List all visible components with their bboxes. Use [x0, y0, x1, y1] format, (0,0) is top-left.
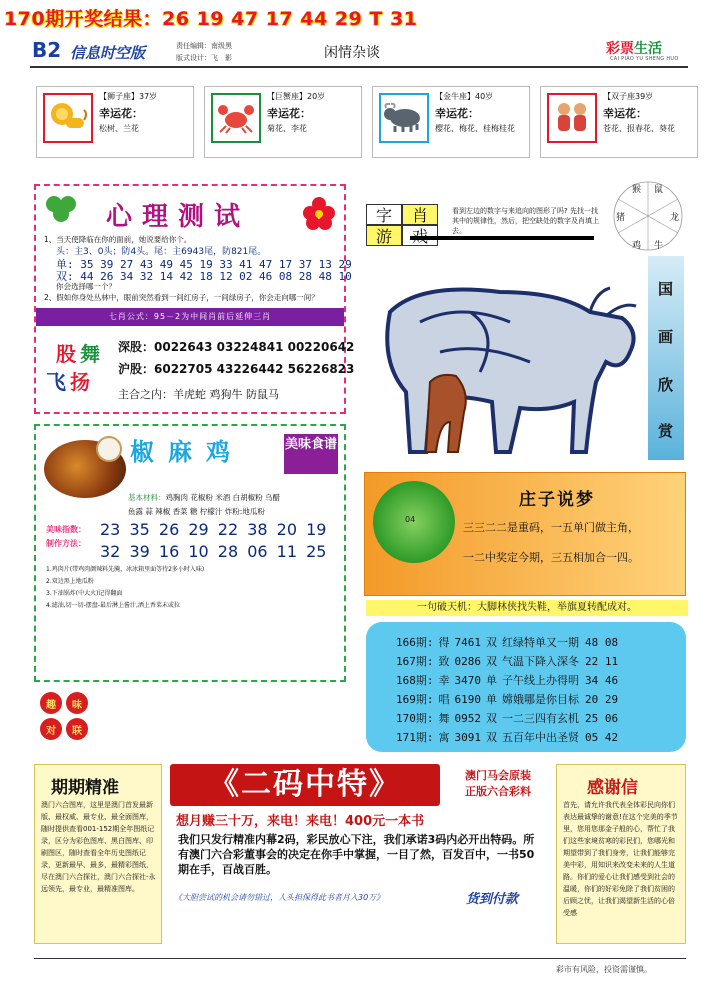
bottom-ads — [34, 764, 686, 944]
macau-line-1: 澳门马会原装 — [465, 769, 531, 782]
painting-label-char: 画 — [658, 328, 674, 346]
ox-painting — [360, 262, 650, 462]
zodiac-wheel — [612, 180, 684, 252]
history-text: 一二三四有玄机 — [502, 712, 579, 725]
history-row — [396, 653, 623, 669]
headline-result: 170期开奖结果：26 19 47 17 44 29 T 31 — [4, 8, 418, 30]
zhuangzi-line-1: 三三二二是重码，一五单门做主角， — [463, 521, 639, 534]
macau-line-2: 正版六合彩料 — [465, 785, 531, 798]
history-row — [396, 634, 623, 650]
zhuangzi-title: 庄子说梦 — [519, 490, 595, 510]
lucky-flower-label: 幸运花： — [267, 107, 311, 120]
history-parity: 单 — [486, 693, 497, 706]
history-number: 6190 — [454, 693, 481, 706]
puzzle-question: 看到左边的数字与来追向的图形了吗? 先找一找其中的规律性，然后，把空缺处的数字及肖填上去。 — [452, 207, 599, 235]
lottery-logo — [606, 38, 662, 58]
recipe-step: 1.鸡肉片(带鸡肉颜辣料先腌，冰冰箱里面等待2多小时入味) — [46, 566, 205, 573]
logo-char: 飞 — [46, 370, 66, 394]
history-result: 34 46 — [585, 674, 619, 687]
question-pick: 你会选择哪一个？ — [56, 282, 116, 291]
earn-banner: 想月赚三十万，来电！来电！400元一本书 — [176, 814, 425, 829]
macau-label — [444, 768, 552, 800]
even-numbers-row: 双: 44 26 34 32 14 42 18 12 02 46 08 28 48 10 — [56, 270, 352, 283]
clover-icon — [44, 194, 78, 224]
history-number: 7461 — [454, 636, 481, 649]
ingredients-line-2: 鱼露 蒜 辣椒 香菜 糖 柠檬汁 炸粉:地瓜粉 — [128, 507, 265, 516]
zodiac-card-gemini — [540, 86, 698, 158]
history-result: 05 42 — [585, 731, 619, 744]
zodiac-sign: 【双子座39岁 — [603, 92, 654, 101]
history-parity: 双 — [486, 712, 497, 725]
history-number: 0952 — [454, 712, 481, 725]
bull-icon — [379, 93, 429, 143]
wheel-char: 猴 — [632, 185, 642, 195]
index-numbers: 23 35 26 29 22 38 20 19 — [100, 520, 327, 539]
painting-label-char: 欣 — [658, 376, 674, 394]
history-parity: 单 — [486, 674, 497, 687]
ingredients-text: 鸡胸肉 花椒粉 米酒 白胡椒粉 乌醋 — [165, 493, 281, 502]
lucky-flowers: 苍花、报春花、葵花 — [603, 124, 675, 133]
footer-divider — [34, 958, 686, 959]
history-period: 166期: — [396, 636, 434, 649]
recipe-step: 3.下油锅炸(中大火)记得翻面 — [46, 590, 123, 597]
lion-icon — [43, 93, 93, 143]
history-row — [396, 710, 623, 726]
wheel-char: 龙 — [670, 213, 680, 223]
wheel-char: 鸡 — [632, 241, 642, 251]
history-box — [366, 622, 686, 752]
odd-numbers-row: 单: 35 39 27 43 49 45 19 33 41 47 17 37 13 29 — [56, 258, 352, 271]
history-number: 3091 — [454, 731, 481, 744]
history-char: 幸 — [438, 674, 450, 687]
section-title: 闲情杂谈 — [324, 45, 380, 61]
painting-label-char: 赏 — [658, 422, 674, 440]
history-text: 五百年中出圣贤 — [502, 731, 579, 744]
logo-subtitle: CAI PIAO YU SHENG HUO — [610, 56, 679, 62]
puzzle-divider — [410, 236, 594, 240]
history-number: 0286 — [454, 655, 481, 668]
history-result: 20 29 — [585, 693, 619, 706]
brand-name: 信息时空版 — [70, 44, 146, 62]
crab-icon — [211, 93, 261, 143]
painting-label-char: 国 — [658, 280, 674, 298]
history-result: 48 08 — [585, 636, 619, 649]
rice-bowl-icon — [96, 436, 122, 462]
cta-text: 《大胆尝试的机会请勿错过，人头担保得此书者月入30万》 — [174, 893, 385, 902]
thanks-body: 首先，请允许我代表全体彩民向你们表达最诚挚的谢意!在这个完美的季节里，您用您那金子般的心，帮忙了我们这些家境贫寒的彩民们，您哪光和期望带到了我们身旁，让我们能够完美中彩，用知识来改变未来的人生道路。你们的爱心让我们感受到社会的温暖，你们的好彩免除了我们贫困的后顾之忧，让我们渴望新生活的心倍受感 — [563, 801, 678, 917]
history-char: 唱 — [438, 693, 450, 706]
lantern-icon: 趣 — [40, 692, 62, 714]
history-parity: 双 — [486, 655, 497, 668]
recipe-step: 4.滤油,切一切-摆盘-最后淋上酱汁,洒上香菜末或拉 — [46, 602, 180, 609]
lucky-flower-label: 幸运花： — [99, 107, 143, 120]
formula-bar: 七肖公式：95－2为中间肖前后延伸三肖 — [36, 308, 344, 326]
history-row — [396, 691, 623, 707]
psych-title: 心理测试 — [106, 202, 251, 232]
puzzle-cell: 字 — [366, 204, 402, 225]
design-label: 版式设计：飞 影 — [176, 54, 232, 62]
index-label: 美味指数： — [46, 525, 86, 534]
lucky-flowers: 松树、兰花 — [99, 124, 139, 133]
question-1: 1、当天使降临在你的面前，她说要给你个。 — [44, 235, 192, 244]
shanghai-line: 沪股：6022705 43226442 56226823 — [118, 362, 355, 376]
lucky-flowers: 樱花、梅花、桂梅桂花 — [435, 124, 515, 133]
thanks-column — [556, 764, 686, 944]
wheel-char: 鼠 — [654, 185, 664, 195]
logo-char: 股 — [56, 342, 76, 366]
method-label: 制作方法： — [46, 539, 86, 548]
lantern-icon: 味 — [66, 692, 88, 714]
history-char: 寓 — [438, 731, 450, 744]
flower-icon — [302, 196, 336, 230]
history-row — [396, 672, 623, 688]
cash-on-delivery: 货到付款 — [466, 892, 519, 907]
history-text: 嫦娥哪是你目标 — [502, 693, 579, 706]
zodiac-sign: 【狮子座】37岁 — [99, 92, 158, 101]
history-number: 3470 — [454, 674, 481, 687]
lantern-icon: 对 — [40, 718, 62, 740]
editor-label: 责任编辑：南级黑 — [176, 42, 232, 50]
history-period: 169期: — [396, 693, 434, 706]
twins-icon — [547, 93, 597, 143]
special-code-ad — [170, 764, 550, 944]
zodiac-card-cancer — [204, 86, 362, 158]
history-parity: 双 — [486, 636, 497, 649]
lucky-flower-label: 幸运花： — [435, 107, 479, 120]
logo-char: 舞 — [80, 342, 100, 366]
ingredients-label: 基本材料： — [128, 493, 166, 502]
question-2: 2、假如你身处丛林中，眼前突然看到一间红房子，一间绿房子，你会走向哪一间？ — [44, 293, 319, 302]
zodiac-card-taurus — [372, 86, 530, 158]
method-numbers: 32 39 16 10 28 06 11 25 — [100, 542, 327, 561]
one-line-hint: 一句破天机：大脚林侠找失鞋，举旗夏转配成对。 — [366, 600, 688, 616]
history-char: 致 — [438, 655, 450, 668]
lucky-flowers: 菊花、李花 — [267, 124, 307, 133]
recipe-title: 椒麻鸡 — [130, 438, 244, 466]
hint-line: 头：主3、0头；防4头。尾：主6943尾，防821尾。 — [56, 247, 267, 257]
puzzle-cell: 游 — [366, 225, 402, 246]
history-period: 171期: — [396, 731, 434, 744]
logo-green-text: 生活 — [634, 41, 662, 57]
recipe-box — [34, 424, 346, 682]
special-code-title: 《二码中特》 — [170, 764, 440, 806]
zodiac-sign: 【巨蟹座】20岁 — [267, 92, 326, 101]
history-char: 得 — [438, 636, 450, 649]
history-text: 子午线上办得明 — [502, 674, 579, 687]
logo-red-text: 彩票 — [606, 41, 634, 57]
logo-char: 扬 — [70, 370, 90, 394]
promise-text: 我们只发行精准内幕2码，彩民放心下注，我们承诺3码内必开出特码。所有澳门六合彩董事会的决定在你手中掌握，一目了然，百发百中，一书50期在手，百战百胜。 — [178, 833, 535, 876]
editor-credits — [176, 40, 232, 64]
stock-logo — [44, 336, 106, 396]
history-char: 舞 — [438, 712, 450, 725]
lotus-number: 04 — [405, 515, 416, 524]
history-text: 气温下降入深冬 — [502, 655, 579, 668]
thanks-title: 感谢信 — [587, 778, 638, 798]
ingredients-line-1 — [128, 492, 280, 503]
history-result: 25 06 — [585, 712, 619, 725]
lantern-icon: 联 — [66, 718, 88, 740]
wheel-char: 猪 — [616, 213, 626, 223]
puzzle-cell: 肖 — [402, 204, 438, 225]
history-period: 167期: — [396, 655, 434, 668]
shenzhen-line: 深股：0022643 03224841 00220642 — [118, 340, 355, 354]
page-header — [30, 36, 688, 68]
painting-label-bar — [648, 256, 684, 460]
wheel-char: 牛 — [654, 241, 664, 251]
accuracy-title: 期期精准 — [51, 778, 119, 798]
history-parity: 双 — [486, 731, 497, 744]
history-row — [396, 729, 623, 745]
lucky-flower-label: 幸运花： — [603, 107, 647, 120]
main-zodiacs: 主合之内：羊虎蛇 鸡狗牛 防鼠马 — [118, 388, 279, 401]
page-code: B2 — [32, 38, 62, 62]
history-text: 红绿特单又一期 — [502, 636, 579, 649]
accuracy-body: 澳门六合图库，这里是澳门首发最新版、最权威、最专业、最全面图库，随时提供查看001-152期全年图纸记录，区分为彩色图库、黑白图库、印刷图区，随时查看全年历史图纸记录，更新最早、最多，最精彩图纸，尽在澳门六合探社，澳门六合探社-永远领先，最专业，最精准图库。 — [41, 801, 156, 893]
accuracy-column — [34, 764, 162, 944]
psych-test-box — [34, 184, 355, 414]
zodiac-sign: 【金牛座】40岁 — [435, 92, 494, 101]
history-result: 22 11 — [585, 655, 619, 668]
recipe-badge: 美味食谱 — [284, 434, 338, 474]
zhuangzi-line-2: 一二中奖定今期，三五相加合一四。 — [463, 551, 639, 564]
recipe-step: 2.双边黑上地瓜粉 — [46, 578, 94, 585]
zodiac-card-leo — [36, 86, 194, 158]
history-period: 168期: — [396, 674, 434, 687]
history-period: 170期: — [396, 712, 434, 725]
footer-disclaimer: 彩市有风险，投资需谨慎。 — [556, 965, 652, 974]
zhuangzi-dream-box — [364, 472, 686, 596]
